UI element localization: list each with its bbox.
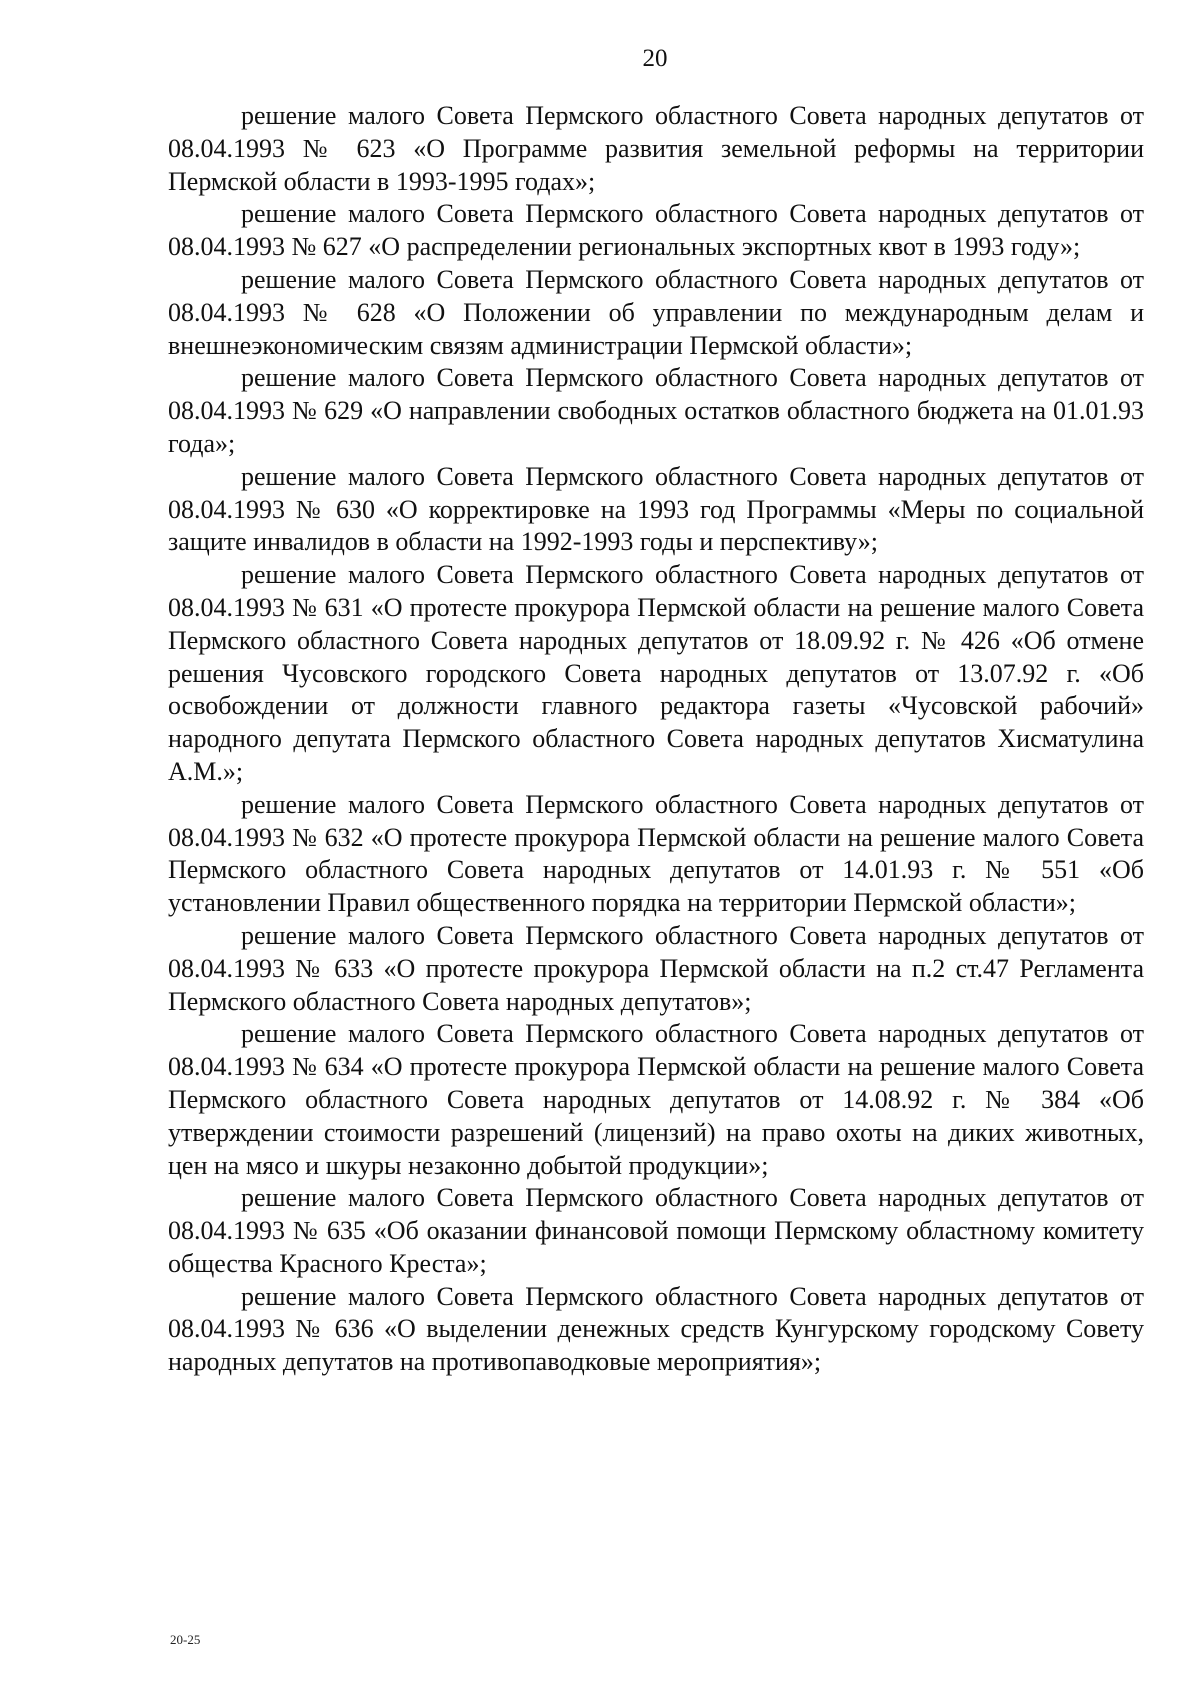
paragraph-decision-623: решение малого Совета Пермского областного Совета народных депутатов от 08.04.1993 № 623 «О Программе развития земельной реформы на территории Пермской области в 1993-1995 годах»; <box>168 101 1144 196</box>
document-body <box>168 100 1144 1379</box>
paragraph-decision-628: решение малого Совета Пермского областного Совета народных депутатов от 08.04.1993 № 628 «О Положении об управлении по международным делам и внешнеэкономическим связям администрации Пермской области»; <box>168 264 1144 360</box>
paragraph-decision-630: решение малого Совета Пермского областного Совета народных депутатов от 08.04.1993 № 630 «О корректировке на 1993 год Программы «Меры по социальной защите инвалидов в области на 1992-1993 годы и перспективу»; <box>168 461 1144 557</box>
page-number: 20 <box>642 45 668 72</box>
paragraph-decision-631: решение малого Совета Пермского областного Совета народных депутатов от 08.04.1993 № 631 «О протесте прокурора Пермской области на решение малого Совета Пермского областного Совета народных депутатов от 18.09.92 г. № 426 «Об отмене решения Чусовского городского Совета народных депутатов от 13.07.92 г. «Об освобождении от должности главного редактора газеты «Чусовской рабочий» народного депутата Пермского областного Совета народных депутатов Хисматулина А.М.»; <box>168 560 1144 786</box>
paragraph-decision-633: решение малого Совета Пермского областного Совета народных депутатов от 08.04.1993 № 633 «О протесте прокурора Пермской области на п.2 ст.47 Регламента Пермского областного Совета народных депутатов»; <box>168 920 1144 1016</box>
paragraph-decision-629: решение малого Совета Пермского областного Совета народных депутатов от 08.04.1993 № 629 «О направлении свободных остатков областного бюджета на 01.01.93 года»; <box>168 363 1144 458</box>
footer-document-code: 20-25 <box>170 1632 201 1647</box>
paragraph-decision-632: решение малого Совета Пермского областного Совета народных депутатов от 08.04.1993 № 632 «О протесте прокурора Пермской области на решение малого Совета Пермского областного Совета народных депутатов от 14.01.93 г. № 551 «Об установлении Правил общественного порядка на территории Пермской области»; <box>168 789 1144 918</box>
paragraph-decision-635: решение малого Совета Пермского областного Совета народных депутатов от 08.04.1993 № 635 «Об оказании финансовой помощи Пермскому областному комитету общества Красного Креста»; <box>168 1183 1144 1278</box>
paragraph-decision-627: решение малого Совета Пермского областного Совета народных депутатов от 08.04.1993 № 627 «О распределении региональных экспортных квот в 1993 году»; <box>168 199 1144 262</box>
paragraph-decision-634: решение малого Совета Пермского областного Совета народных депутатов от 08.04.1993 № 634 «О протесте прокурора Пермской области на решение малого Совета Пермского областного Совета народных депутатов от 14.08.92 г. № 384 «Об утверждении стоимости разрешений (лицензий) на право охоты на диких животных, цен на мясо и шкуры незаконно добытой продукции»; <box>168 1019 1144 1180</box>
paragraph-decision-636: решение малого Совета Пермского областного Совета народных депутатов от 08.04.1993 № 636 «О выделении денежных средств Кунгурскому городскому Совету народных депутатов на противопаводковые мероприятия»; <box>168 1281 1144 1377</box>
